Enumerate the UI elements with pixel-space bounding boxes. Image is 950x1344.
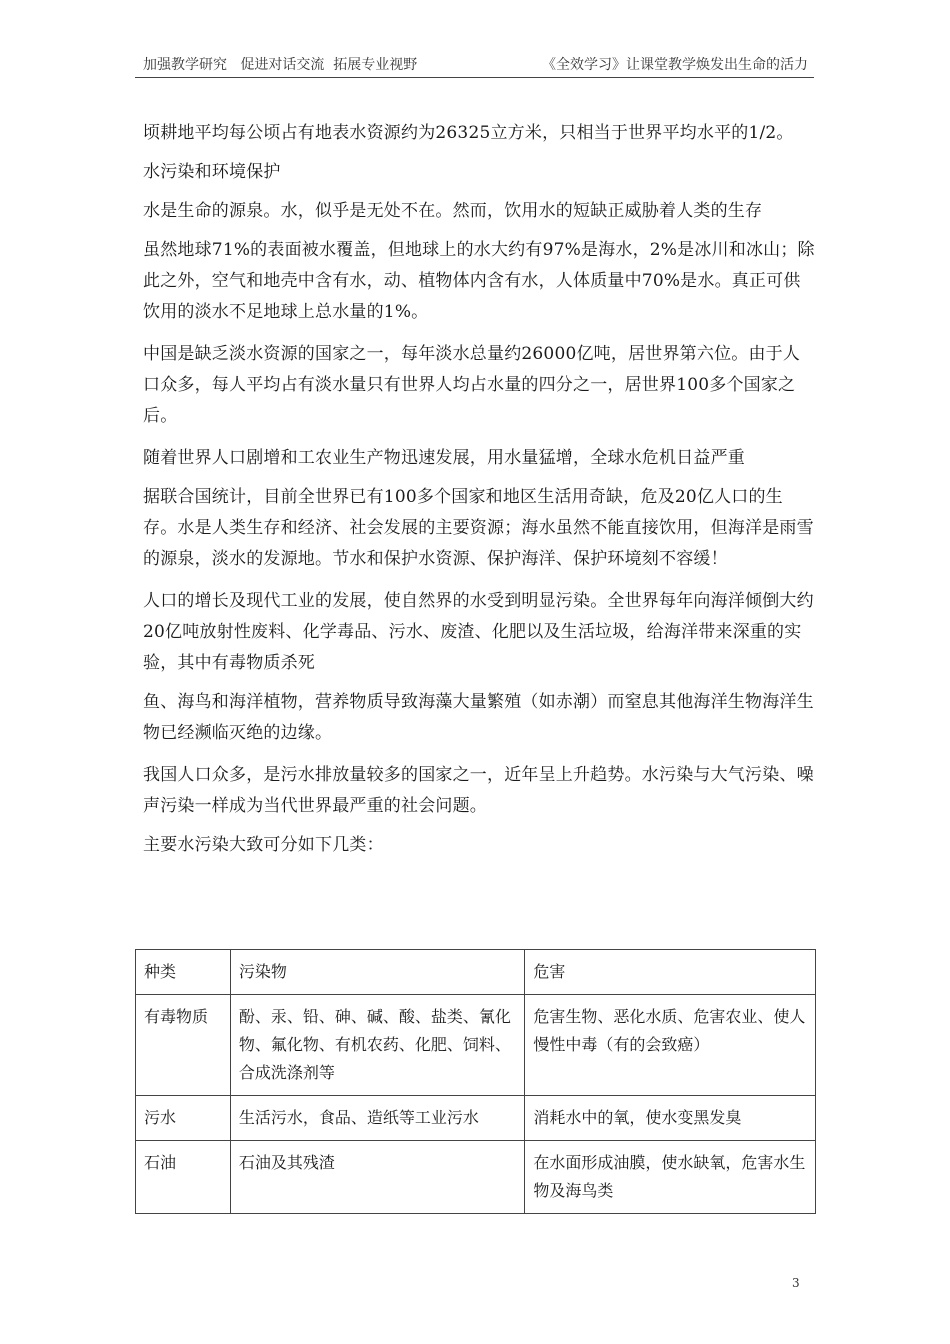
paragraph: 顷耕地平均每公顷占有地表水资源约为26325立方米，只相当于世界平均水平的1/2。 — [143, 123, 794, 143]
table-row — [136, 1141, 816, 1214]
table-cell: 生活污水，食品、造纸等工业污水 — [230, 1096, 525, 1141]
section-heading: 水污染和环境保护 — [143, 162, 281, 182]
paragraph: 鱼、海鸟和海洋植物，营养物质导致海藻大量繁殖（如赤潮）而窒息其他海洋生物海洋生物已经濒临灭绝的边缘。 — [143, 692, 814, 743]
table-cell: 污水 — [136, 1096, 231, 1141]
page-number: 3 — [792, 1276, 800, 1290]
table-cell: 消耗水中的氧，使水变黑发臭 — [525, 1096, 816, 1141]
header-right-text: 《全效学习》让课堂教学焕发出生命的活力 — [542, 57, 808, 73]
table-cell: 酚、汞、铅、砷、碱、酸、盐类、氰化物、氟化物、有机农药、化肥、饲料、合成洗涤剂等 — [230, 995, 525, 1096]
table-cell: 危害生物、恶化水质、危害农业、使人慢性中毒（有的会致癌） — [525, 995, 816, 1096]
paragraph: 据联合国统计，目前全世界已有100多个国家和地区生活用奇缺，危及20亿人口的生存。水是人类生存和经济、社会发展的主要资源；海水虽然不能直接饮用，但海洋是雨雪的源泉，淡水的发源地。节水和保护水资源、保护海洋、保护环境刻不容缓！ — [143, 487, 814, 569]
table-header-cell: 污染物 — [230, 950, 525, 995]
paragraph: 我国人口众多，是污水排放量较多的国家之一，近年呈上升趋势。水污染与大气污染、噪声污染一样成为当代世界最严重的社会问题。 — [143, 765, 814, 816]
table-header-row — [136, 950, 816, 995]
table-header-cell: 危害 — [525, 950, 816, 995]
paragraph: 随着世界人口剧增和工农业生产物迅速发展，用水量猛增，全球水危机日益严重 — [143, 448, 745, 468]
paragraph: 人口的增长及现代工业的发展，使自然界的水受到明显污染。全世界每年向海洋倾倒大约20亿吨放射性废料、化学毒品、污水、废渣、化肥以及生活垃圾，给海洋带来深重的实验，其中有毒物质杀死 — [143, 591, 814, 673]
table-cell: 在水面形成油膜，使水缺氧，危害水生物及海鸟类 — [525, 1141, 816, 1214]
header-left-text: 加强教学研究 促进对话交流 拓展专业视野 — [143, 57, 418, 73]
paragraph: 虽然地球71%的表面被水覆盖，但地球上的水大约有97%是海水，2%是冰川和冰山；除此之外，空气和地壳中含有水，动、植物体内含有水，人体质量中70%是水。真正可供饮用的淡水不足地球上总水量的1%。 — [143, 240, 815, 322]
table-cell: 石油 — [136, 1141, 231, 1214]
table-cell: 有毒物质 — [136, 995, 231, 1096]
paragraph: 中国是缺乏淡水资源的国家之一，每年淡水总量约26000亿吨，居世界第六位。由于人口众多，每人平均占有淡水量只有世界人均占水量的四分之一，居世界100多个国家之后。 — [143, 344, 801, 426]
pollution-table — [135, 949, 816, 1214]
table-header-cell: 种类 — [136, 950, 231, 995]
table-row — [136, 995, 816, 1096]
paragraph: 水是生命的源泉。水，似乎是无处不在。然而，饮用水的短缺正威胁着人类的生存 — [143, 201, 763, 221]
document-body — [143, 118, 815, 872]
header-divider — [135, 77, 814, 78]
table-cell: 石油及其残渣 — [230, 1141, 525, 1214]
page-header — [143, 55, 808, 77]
table-row — [136, 1096, 816, 1141]
table-caption: 主要水污染大致可分如下几类： — [143, 835, 384, 855]
